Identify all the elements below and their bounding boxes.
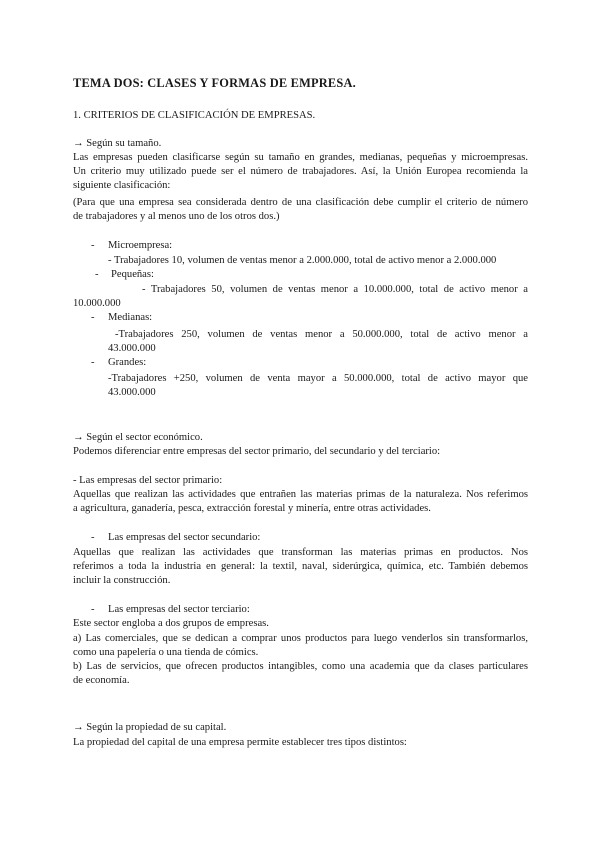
small-detail-cont: 10.000.000 <box>73 298 121 309</box>
secondary-label: Las empresas del sector secundario: <box>108 532 261 543</box>
size-paragraph-line: Las empresas pueden clasificarse según su tamaño en grandes, medianas, pequeñas y microempresas. <box>73 152 528 163</box>
secondary-line: referimos a toda la industria en general: la textil, naval, siderúrgica, química, etc. También debemos <box>73 561 528 572</box>
list-dash: - <box>95 269 99 280</box>
large-detail-cont: 43.000.000 <box>108 387 156 398</box>
tertiary-line: como una papelería o una tienda de cómics. <box>73 647 259 658</box>
medium-detail: -Trabajadores 250, volumen de ventas menor a 50.000.000, total de activo menor a <box>115 329 528 340</box>
size-paragraph-line: siguiente clasificación: <box>73 180 171 191</box>
list-dash: - <box>91 604 95 615</box>
sector-heading: → Según el sector económico. <box>73 432 203 443</box>
ownership-heading: → Según la propiedad de su capital. <box>73 722 227 733</box>
tertiary-line: Este sector engloba a dos grupos de empresas. <box>73 618 269 629</box>
secondary-line: incluir la construcción. <box>73 575 171 586</box>
list-dash: - <box>91 312 95 323</box>
micro-label: Microempresa: <box>108 240 173 251</box>
section-heading: 1. CRITERIOS DE CLASIFICACIÓN DE EMPRESAS. <box>73 110 316 121</box>
tertiary-line: b) Las de servicios, que ofrecen productos intangibles, como una academia que da clases particulares <box>73 661 528 672</box>
tertiary-line: de economía. <box>73 675 130 686</box>
medium-detail-cont: 43.000.000 <box>108 343 156 354</box>
ownership-intro: La propiedad del capital de una empresa permite establecer tres tipos distintos: <box>73 737 407 748</box>
size-note-line: de trabajadores y al menos uno de los otros dos.) <box>73 211 280 222</box>
medium-label: Medianas: <box>108 312 153 323</box>
primary-label: - Las empresas del sector primario: <box>73 475 223 486</box>
size-heading: → Según su tamaño. <box>73 138 162 149</box>
primary-line: a agricultura, ganadería, pesca, extracción forestal y minería, entre otras actividades. <box>73 503 431 514</box>
size-note-line: (Para que una empresa sea considerada dentro de una clasificación debe cumplir el criterio de número <box>73 197 528 208</box>
list-dash: - <box>91 240 95 251</box>
tertiary-line: a) Las comerciales, que se dedican a comprar unos productos para luego venderlos sin transformarlos, <box>73 633 528 644</box>
large-detail: -Trabajadores +250, volumen de venta mayor a 50.000.000, total de activo mayor que <box>108 373 528 384</box>
small-label: Pequeñas: <box>111 269 154 280</box>
large-label: Grandes: <box>108 357 147 368</box>
primary-line: Aquellas que realizan las actividades que entrañen las materias primas de la naturaleza. Nos referimos <box>73 489 528 500</box>
sector-intro: Podemos diferenciar entre empresas del sector primario, del secundario y del terciario: <box>73 446 441 457</box>
small-detail: - Trabajadores 50, volumen de ventas menor a 10.000.000, total de activo menor a <box>142 284 528 295</box>
document-title: TEMA DOS: CLASES Y FORMAS DE EMPRESA. <box>73 76 356 90</box>
tertiary-label: Las empresas del sector terciario: <box>108 604 250 615</box>
secondary-line: Aquellas que realizan las actividades que transforman las materias primas en productos. Nos <box>73 547 528 558</box>
list-dash: - <box>91 357 95 368</box>
micro-detail: - Trabajadores 10, volumen de ventas menor a 2.000.000, total de activo menor a 2.000.000 <box>108 255 497 266</box>
size-paragraph-line: Un criterio muy utilizado puede ser el número de trabajadores. Así, la Unión Europea recomienda la <box>73 166 528 177</box>
list-dash: - <box>91 532 95 543</box>
